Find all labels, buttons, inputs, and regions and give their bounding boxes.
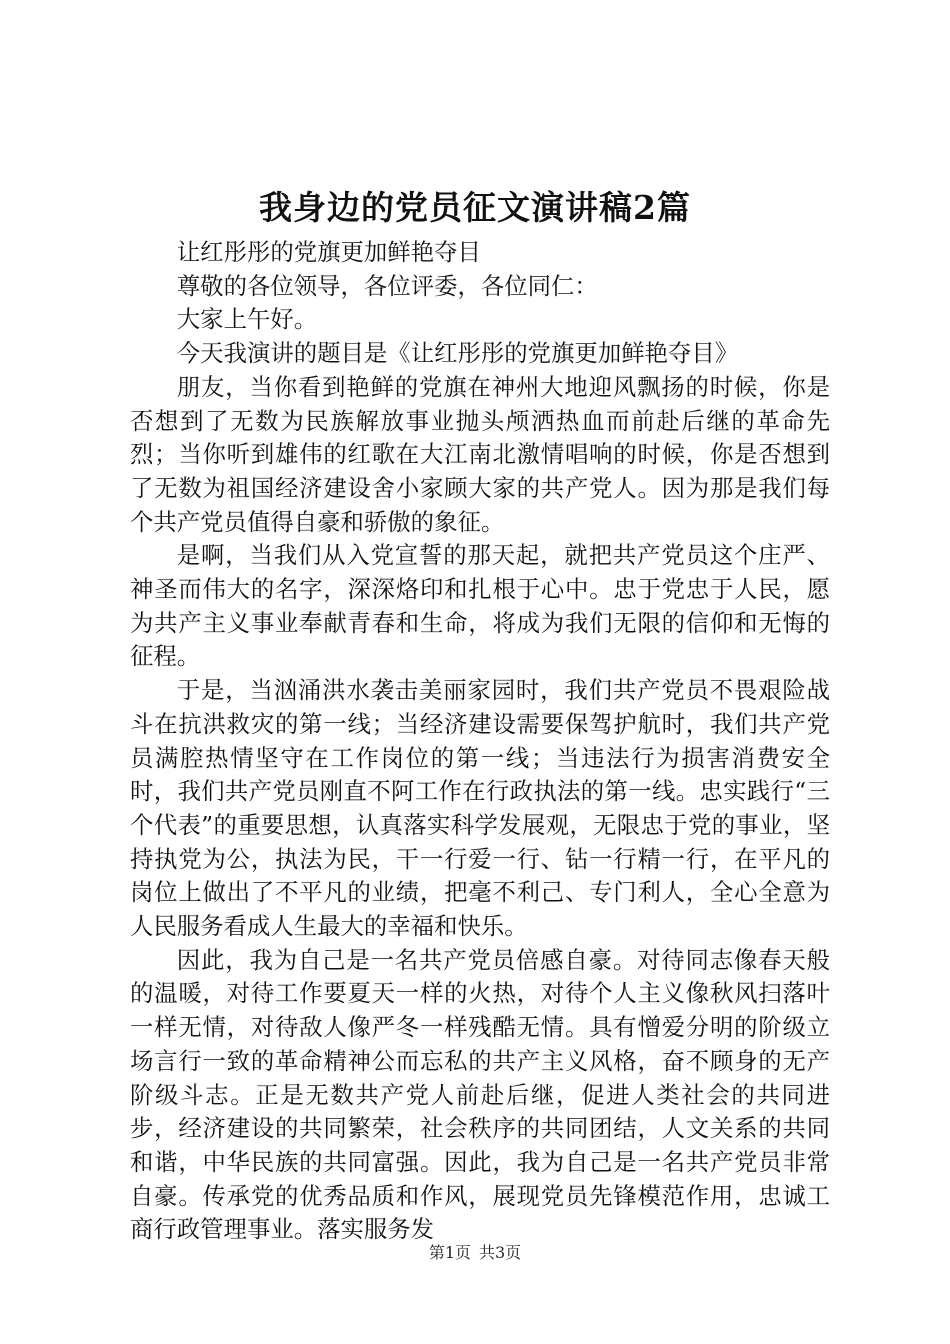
paragraph: 因此，我为自己是一名共产党员倍感自豪。对待同志像春天般的温暖，对待工作要夏天一样的火热，对待个人主义像秋风扫落叶一样无情，对待敌人像严冬一样残酷无情。具有憎爱分明的阶级立场言行一致的革命精神公而忘私的共产主义风格，奋不顾身的无产阶级斗志。正是无数共产党人前赴后继，促进人类社会的共同进步，经济建设的共同繁荣，社会秩序的共同团结，人文关系的共同和谐，中华民族的共同富强。因此，我为自己是一名共产党员非常自豪。传承党的优秀品质和作风，展现党员先锋模范作用，忠诚工商行政管理事业。落实服务发 xyxy=(130,945,830,1244)
paragraph: 是啊，当我们从入党宣誓的那天起，就把共产党员这个庄严、神圣而伟大的名字，深深烙印和扎根于心中。忠于党忠于人民，愿为共产主义事业奉献青春和生命，将成为我们无限的信仰和无悔的征程。 xyxy=(130,541,830,671)
paragraph-salutation: 尊敬的各位领导，各位评委，各位同仁： xyxy=(176,271,598,300)
document-body xyxy=(130,236,830,1247)
paragraph: 于是，当汹涌洪水袭击美丽家园时，我们共产党员不畏艰险战斗在抗洪救灾的第一线；当经济建设需要保驾护航时，我们共产党员满腔热情坚守在工作岗位的第一线；当违法行为损害消费安全时，我们共产党员刚直不阿工作在行政执法的第一线。忠实践行“三个代表”的重要思想，认真落实科学发展观，无限忠于党的事业，坚持执党为公，执法为民，干一行爱一行、钻一行精一行，在平凡的岗位上做出了不平凡的业绩，把毫不利己、专门利人，全心全意为人民服务看成人生最大的幸福和快乐。 xyxy=(130,676,830,941)
paragraph-topic: 今天我演讲的题目是《让红彤彤的党旗更加鲜艳夺目》 xyxy=(176,339,739,368)
page-number: 第1页 xyxy=(428,1243,471,1262)
paragraph: 朋友，当你看到艳鲜的党旗在神州大地迎风飘扬的时候，你是否想到了无数为民族解放事业抛头颅洒热血而前赴后继的革命先烈；当你听到雄伟的红歌在大江南北激情唱响的时候，你是否想到了无数为祖国经济建设舍小家顾大家的共产党人。因为那是我们每个共产党员值得自豪和骄傲的象征。 xyxy=(130,372,830,536)
paragraph-subtitle: 让红彤彤的党旗更加鲜艳夺目 xyxy=(176,238,481,266)
page-total: 共3页 xyxy=(479,1243,522,1262)
document-title: 我身边的党员征文演讲稿2篇 xyxy=(259,188,691,227)
page-footer xyxy=(0,1242,950,1264)
paragraph-greeting: 大家上午好。 xyxy=(176,305,318,334)
